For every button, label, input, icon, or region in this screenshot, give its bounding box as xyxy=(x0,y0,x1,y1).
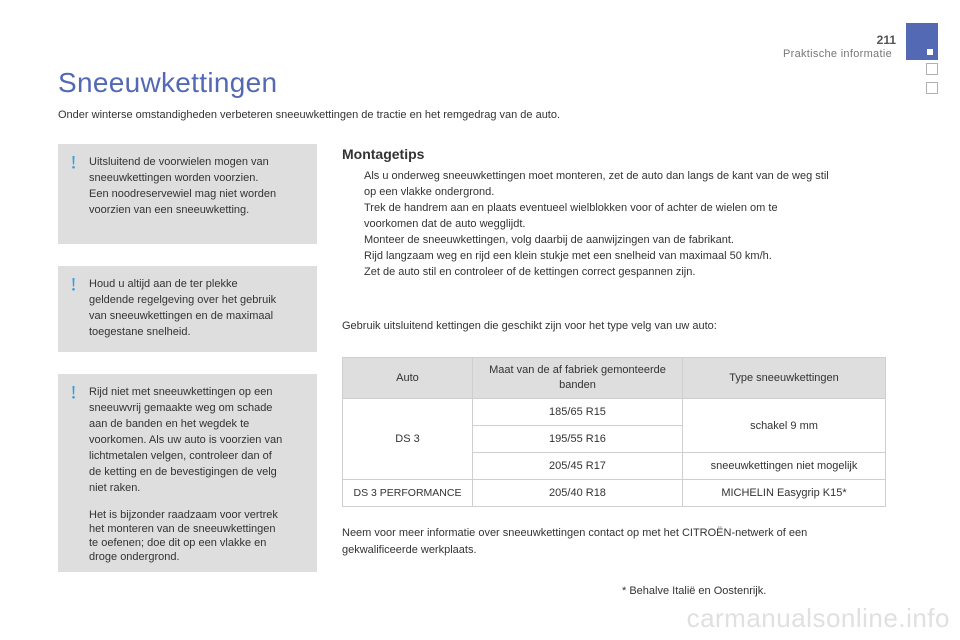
info-icon xyxy=(67,386,80,399)
snow-chain-table xyxy=(342,357,886,507)
step-item: Monteer de sneeuwkettingen, volg daarbij de aanwijzingen van de fabrikant. xyxy=(364,234,734,246)
note-text: Houd u altijd aan de ter plekke geldende regelgeving over het gebruik van sneeuwkettingen en de maximaal toegestane snelheid. xyxy=(89,278,277,338)
col-header-car: Auto xyxy=(343,358,473,399)
page-title: Sneeuwkettingen xyxy=(58,67,278,98)
cell-chain: MICHELIN Easygrip K15* xyxy=(683,480,886,507)
table-row xyxy=(343,480,886,507)
note-extra-text: Het is bijzonder raadzaam voor vertrek het monteren van de sneeuwkettingen te oefenen; doe dit op een vlakke en droge ondergrond. xyxy=(89,509,278,563)
step-item: Rijd langzaam weg en rijd een klein stukje met een snelheid van maximaal 50 km/h. xyxy=(364,250,772,262)
cell-tyre: 185/65 R15 xyxy=(473,399,683,426)
note-text: Uitsluitend de voorwielen mogen van sneeuwkettingen worden voorzien. Een noodreservewiel mag niet worden voorzien van een sneeuwketting. xyxy=(89,156,277,216)
tips-heading: Montagetips xyxy=(342,146,425,162)
step-item: Zet de auto stil en controleer of de kettingen correct gespannen zijn. xyxy=(364,266,696,278)
cell-tyre: 205/45 R17 xyxy=(473,453,683,480)
watermark: carmanualsonline.info xyxy=(686,603,950,633)
footnote: * Behalve Italië en Oostenrijk. xyxy=(622,585,767,597)
cell-car: DS 3 xyxy=(343,399,473,480)
cell-car: DS 3 PERFORMANCE xyxy=(343,480,473,507)
step-item: Als u onderweg sneeuwkettingen moet monteren, zet de auto dan langs de kant van de weg stil op een vlakke ondergrond. xyxy=(364,170,829,198)
tab-marker-icon xyxy=(927,49,933,55)
cell-chain: schakel 9 mm xyxy=(683,399,886,453)
note-text: Rijd niet met sneeuwkettingen op een sneeuwvrij gemaakte weg om schade aan de banden en het wegdek te voorkomen. Als uw auto is voorzien van lichtmetalen velgen, controleer dan of de ketting en de bevestigingen de velg niet raken. xyxy=(89,386,283,494)
chapter-tab-box xyxy=(926,63,938,75)
more-info-text: Neem voor meer informatie over sneeuwkettingen contact op met het CITROËN-netwerk of een gekwalificeerde werkplaats. xyxy=(342,527,808,556)
step-item: Trek de handrem aan en plaats eventueel wielblokken voor of achter de wielen om te voorkomen dat de auto wegglijdt. xyxy=(364,202,778,230)
page-number: 211 xyxy=(876,33,896,47)
intro-text: Onder winterse omstandigheden verbeteren sneeuwkettingen de tractie en het remgedrag van de auto. xyxy=(58,109,561,121)
section-name: Praktische informatie xyxy=(782,48,892,60)
mounting-steps xyxy=(342,168,890,280)
cell-tyre: 205/40 R18 xyxy=(473,480,683,507)
info-icon xyxy=(67,278,80,291)
info-icon xyxy=(67,156,80,169)
usage-text: Gebruik uitsluitend kettingen die geschikt zijn voor het type velg van uw auto: xyxy=(342,320,717,332)
cell-chain: sneeuwkettingen niet mogelijk xyxy=(683,453,886,480)
table-header-row xyxy=(343,358,886,399)
note-front-wheels xyxy=(58,144,317,244)
chapter-tab-box xyxy=(926,82,938,94)
chapter-tab xyxy=(906,23,938,60)
table-row xyxy=(343,399,886,426)
col-header-chain-type: Type sneeuwkettingen xyxy=(683,358,886,399)
note-clear-road xyxy=(58,374,317,572)
cell-tyre: 195/55 R16 xyxy=(473,426,683,453)
note-regulations xyxy=(58,266,317,352)
col-header-tyre-size: Maat van de af fabriek gemonteerde banden xyxy=(473,358,683,399)
